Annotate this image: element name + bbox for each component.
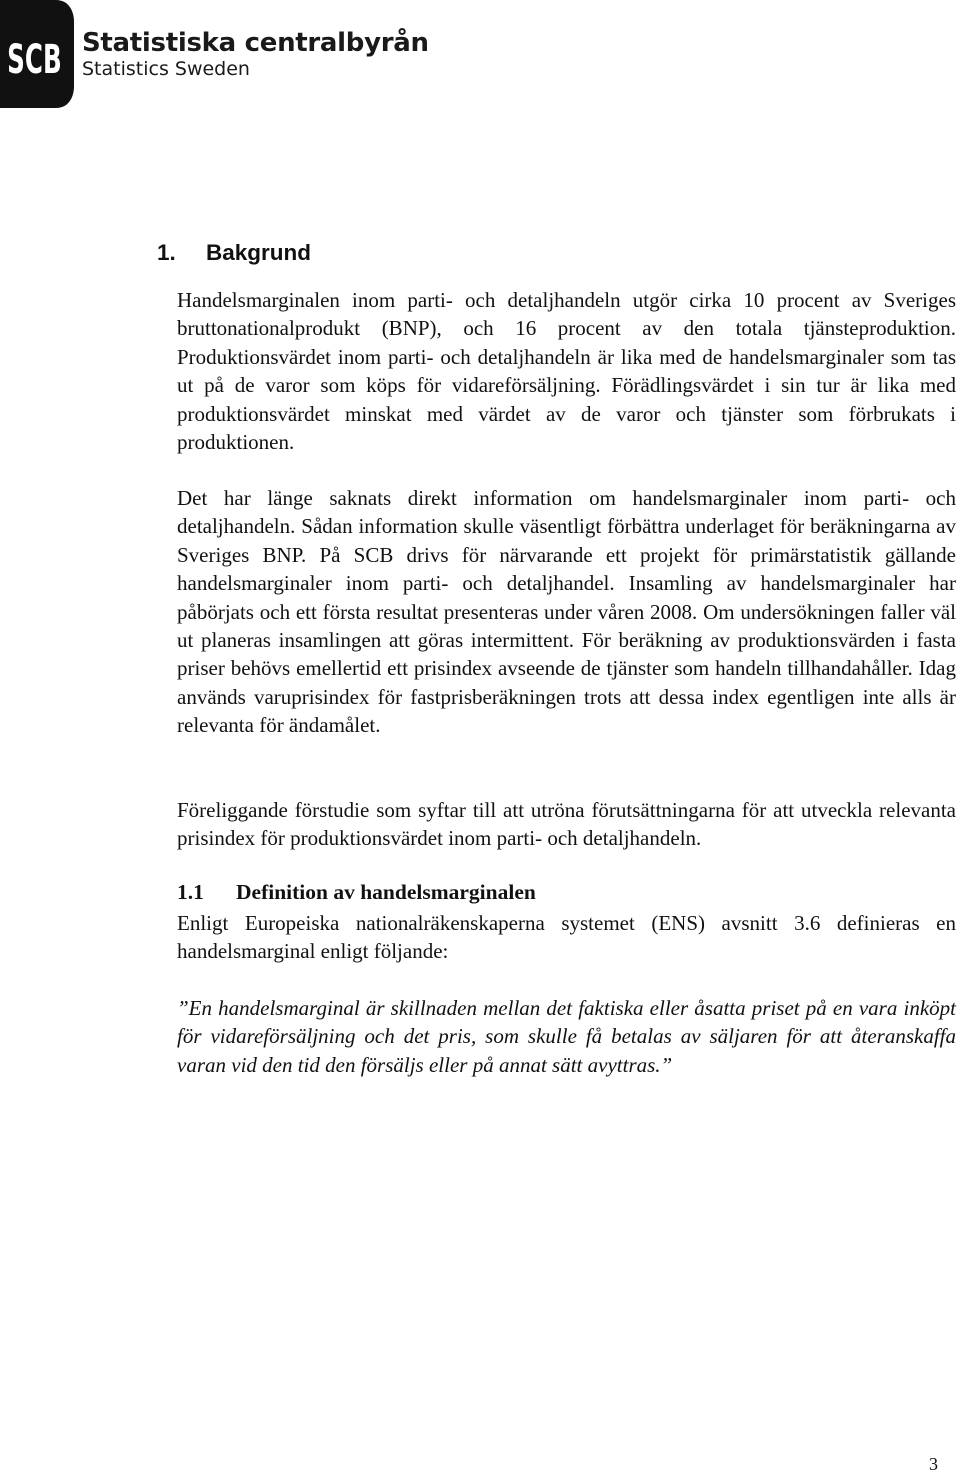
scb-logo [0, 0, 440, 112]
scb-logo-mark [0, 0, 74, 108]
definition-quote: ”En handelsmarginal är skillnaden mellan det faktiska eller åsatta priset på en vara inköpt för vidareförsäljning och det pris, som skulle få betalas av säljaren för att återanskaffa varan vid den tid den försäljs eller på annat sätt avyttras.” [177, 996, 956, 1077]
paragraph: Föreliggande förstudie som syftar till att utröna förutsättningarna för att utveckla relevanta prisindex för produktionsvärdet inom parti- och detaljhandeln. [177, 798, 956, 851]
subsection-number: 1.1 [177, 880, 204, 904]
subsection-heading [177, 880, 536, 905]
paragraph: Handelsmarginalen inom parti- och detaljhandeln utgör cirka 10 procent av Sveriges bruttonationalprodukt (BNP), och 16 procent av den totala tjänsteproduktion. Produktionsvärdet inom parti- och detaljhandeln är lika med de handelsmarginaler som tas ut på de varor som köps för vidareförsäljning. Förädlingsvärdet i sin tur är lika med produktionsvärdet minskat med värdet av de varor och tjänster som förbrukats i produktionen. [177, 288, 956, 455]
subsection-title: Definition av handelsmarginalen [236, 880, 536, 904]
section-number: 1. [157, 240, 176, 265]
section-title: Bakgrund [206, 240, 312, 265]
org-name-english: Statistics Sweden [82, 58, 250, 80]
paragraph: Det har länge saknats direkt information om handelsmarginaler inom parti- och detaljhandeln. Sådan information skulle väsentligt förbättra underlaget för beräkningarna av Sveriges BNP. På SCB drivs för närvarande ett projekt för primärstatistik gällande handelsmarginaler inom parti- och detaljhandel. Insamling av handelsmarginaler har påbörjats och ett första resultat presenteras under våren 2008. Om undersökningen faller väl ut planeras insamlingen att göras intermittent. För beräkning av produktionsvärden i fasta priser behövs emellertid ett prisindex avseende de tjänster som handeln tillhandahåller. Idag används varuprisindex för fastprisberäkningen trots att dessa index egentligen inte alls är relevanta för ändamålet. [177, 486, 956, 738]
page-number: 3 [929, 1454, 938, 1474]
paragraph: Enligt Europeiska nationalräkenskaperna systemet (ENS) avsnitt 3.6 definieras en handelsmarginal enligt följande: [177, 911, 956, 964]
logo-mark-text: SCB [7, 35, 62, 83]
org-name: Statistiska centralbyrån [82, 28, 429, 58]
section-heading [157, 240, 311, 266]
